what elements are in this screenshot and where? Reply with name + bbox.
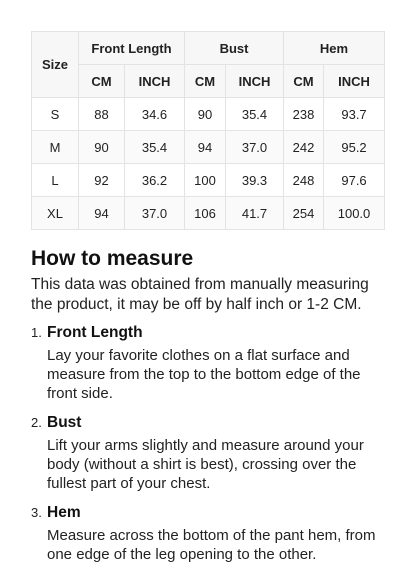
table-cell: 94 [79, 197, 125, 230]
size-cell: S [32, 98, 79, 131]
table-cell: 254 [284, 197, 324, 230]
table-row [32, 131, 385, 164]
table-cell: 100.0 [324, 197, 385, 230]
step-number: 3. [31, 505, 42, 520]
measure-steps-list [31, 322, 391, 573]
table-cell: 248 [284, 164, 324, 197]
table-cell: 35.4 [226, 98, 284, 131]
table-cell: 92 [79, 164, 125, 197]
unit-header-cm: CM [79, 65, 125, 98]
size-cell: L [32, 164, 79, 197]
measure-step-front-length [31, 322, 391, 403]
hem-header: Hem [284, 32, 385, 65]
step-title: Hem [47, 504, 81, 521]
table-cell: 41.7 [226, 197, 284, 230]
bust-header: Bust [185, 32, 284, 65]
table-header-row-units [32, 65, 385, 98]
size-cell: M [32, 131, 79, 164]
table-cell: 100 [185, 164, 226, 197]
step-description: Measure across the bottom of the pant hem, from one edge of the leg opening to the other. [47, 527, 376, 563]
table-cell: 88 [79, 98, 125, 131]
table-cell: 242 [284, 131, 324, 164]
how-to-measure-title: How to measure [31, 247, 194, 270]
unit-header-inch: INCH [226, 65, 284, 98]
measure-intro-text: This data was obtained from manually measuring the product, it may be off by half inch or 1-2 CM. [31, 276, 369, 313]
step-number: 1. [31, 325, 42, 340]
table-row [32, 98, 385, 131]
step-title: Front Length [47, 324, 143, 341]
step-title: Bust [47, 414, 82, 431]
table-cell: 97.6 [324, 164, 385, 197]
table-cell: 93.7 [324, 98, 385, 131]
step-description: Lay your favorite clothes on a flat surface and measure from the top to the bottom edge of the front side. [47, 347, 361, 402]
table-cell: 37.0 [125, 197, 185, 230]
table-row [32, 197, 385, 230]
size-chart-table [31, 31, 385, 230]
step-description: Lift your arms slightly and measure around your body (without a shirt is best), crossing over the fullest part of your chest. [47, 437, 364, 492]
unit-header-inch: INCH [324, 65, 385, 98]
table-cell: 90 [185, 98, 226, 131]
table-header-row-groups [32, 32, 385, 65]
step-number: 2. [31, 415, 42, 430]
table-cell: 36.2 [125, 164, 185, 197]
table-cell: 34.6 [125, 98, 185, 131]
size-column-header: Size [32, 32, 79, 98]
table-cell: 94 [185, 131, 226, 164]
table-cell: 37.0 [226, 131, 284, 164]
unit-header-inch: INCH [125, 65, 185, 98]
unit-header-cm: CM [185, 65, 226, 98]
table-cell: 35.4 [125, 131, 185, 164]
size-cell: XL [32, 197, 79, 230]
front-length-header: Front Length [79, 32, 185, 65]
table-row [32, 164, 385, 197]
measure-step-hem [31, 502, 391, 564]
table-cell: 90 [79, 131, 125, 164]
table-cell: 95.2 [324, 131, 385, 164]
table-cell: 238 [284, 98, 324, 131]
table-cell: 106 [185, 197, 226, 230]
unit-header-cm: CM [284, 65, 324, 98]
measure-step-bust [31, 412, 391, 493]
table-cell: 39.3 [226, 164, 284, 197]
